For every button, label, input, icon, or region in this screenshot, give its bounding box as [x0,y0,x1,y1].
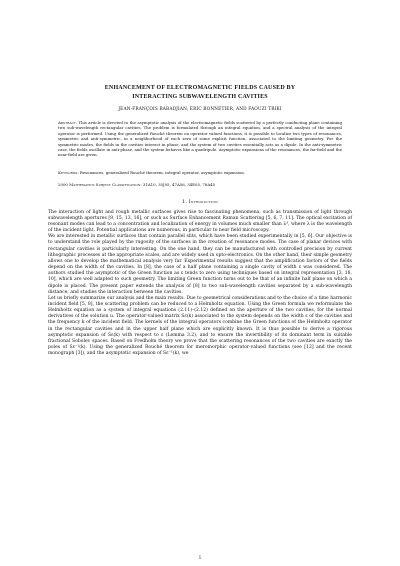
keywords-label: Keywords: [58,169,79,175]
keywords-text: Resonances, generalized Rouché theorem, integral operator, asymptotic expansion. [79,169,246,175]
msc-classification [58,182,342,187]
page-number: 1 [198,556,202,561]
abstract [58,120,342,158]
msc-label: 2000 Mathematics Subject Classification: [58,182,142,188]
section-title: 1. Introduction [182,199,218,205]
paragraph: The interaction of light and rough metallic surfaces gives rise to fascinating phenomena, such as transmission of light through subwavelength apertures [9, 15, 13, 16], or such as Surface Enhancement Raman Scattering [5, 6, 7, 11]. The optical excitation of resonant modes can lead to a concentration and localization of energy in volumes much smaller than λ³, where λ is the wavelength of the incident light. Potential applications are numerous, in particular to near field microscopy. [48,209,352,234]
paragraph: We are interested in metallic surfaces that contain parallel slits, which have been studied experimentally in [5, 6]. Our objective is to understand the role played by the rugosity of the surfaces in the creation of resonance modes. The case of planar devices with rectangular cavities is particularly interesting. On the one hand, they can be manufactured with controlled precision by current lithographic processes at the appropriate scales, and are widely used in opto-electronics. On the other hand, their simple geometry allows one to develop the mathematical analysis very far. Experimental results suggest that the amplification factors of the fields depend on the width of the cavities. In [8], the case of a half plane containing a single cavity of width ε was considered. The authors studied the asymptotic of the Green function as ε tends to zero using techniques based on integral representation [3, 18, 10], which are well adapted to such geometry. The limiting Green function turns out to be that of an infinite half plane on which a dipole is placed. The present paper extends the analysis of [8] to two sub-wavelength cavities separated by a sub-wavelength distance, and studies the interaction between the cavities. [48,234,352,295]
author-list: JEAN-FRANÇOIS BABADJIAN, ERIC BONNETIER, AND FAOUZI TRIKI [118,107,282,112]
abstract-label: Abstract. [58,120,78,125]
keywords [58,170,342,175]
paper-title [48,84,352,101]
title-line-1: ENHANCEMENT OF ELECTROMAGNETIC FIELDS CAUSED BY [104,85,296,91]
paragraph: Let us briefly summarize our analysis and the main results. Due to geometrical considerations and to the choice of a time harmonic incident field [5, 8], the scattering problem can be reduced to a Helmholtz equation. Using the Green formula we reformulate the Helmholtz equation as a system of integral equations (2.11)–(2.12) defined on the aperture of the two cavities, for the normal derivatives of the solution u. The operator-valued matrix Sε(k) associated to the system depends on the width ε of the cavities and the frequency k of the incident field. The kernels of the integral operators combine the Green functions of the Helmholtz operator in the rectangular cavities and in the upper half plane which are explicitly known. It is thus possible to derive a rigorous asymptotic expansion of Sε(k) with respect to ε (Lemma 3.2), and to ensure the invertibility of its dominant term in suitable fractional Sobolev spaces. Based on Fredholm theory we prove that the scattering resonances of the two cavities are exactly the poles of Sε⁻¹(k). Using the generalized Rouché theorem for meromorphic operator-valued functions (see [12] and the recent monograph [3]), and the asymptotic expansion of Sε⁻¹(k), we [48,295,352,357]
introduction-body [48,210,352,358]
msc-text: 31A10, 35J05, 47A56, 34E05, 78A45 [142,182,216,188]
title-line-2: INTERACTING SUBWAVELENGTH CAVITIES [132,93,268,100]
abstract-text: This article is devoted to the asymptotic analysis of the electromagnetic fields scattered by a perfectly conducting plane containing two sub-wavelength rectangular cavities. The problem is formulated through an integral equation, and a spectral analysis of the integral operator is performed. Using the generalized Rouché theorem on operator valued functions, it is possible to localize two types of resonances, symmetric and anti-symmetric, in a neighborhood of each zero of some explicit function, associated to the limiting geometry. For the symmetric modes, the fields in the cavities interact in phase, and the system of two cavities essentially acts as a dipole. In the anti-symmetric case, the fields oscillate in anti-phase, and the system behaves like a quadripole. Asymptotic expansions of the resonances, the far-field and the near-field are given. [58,120,342,158]
